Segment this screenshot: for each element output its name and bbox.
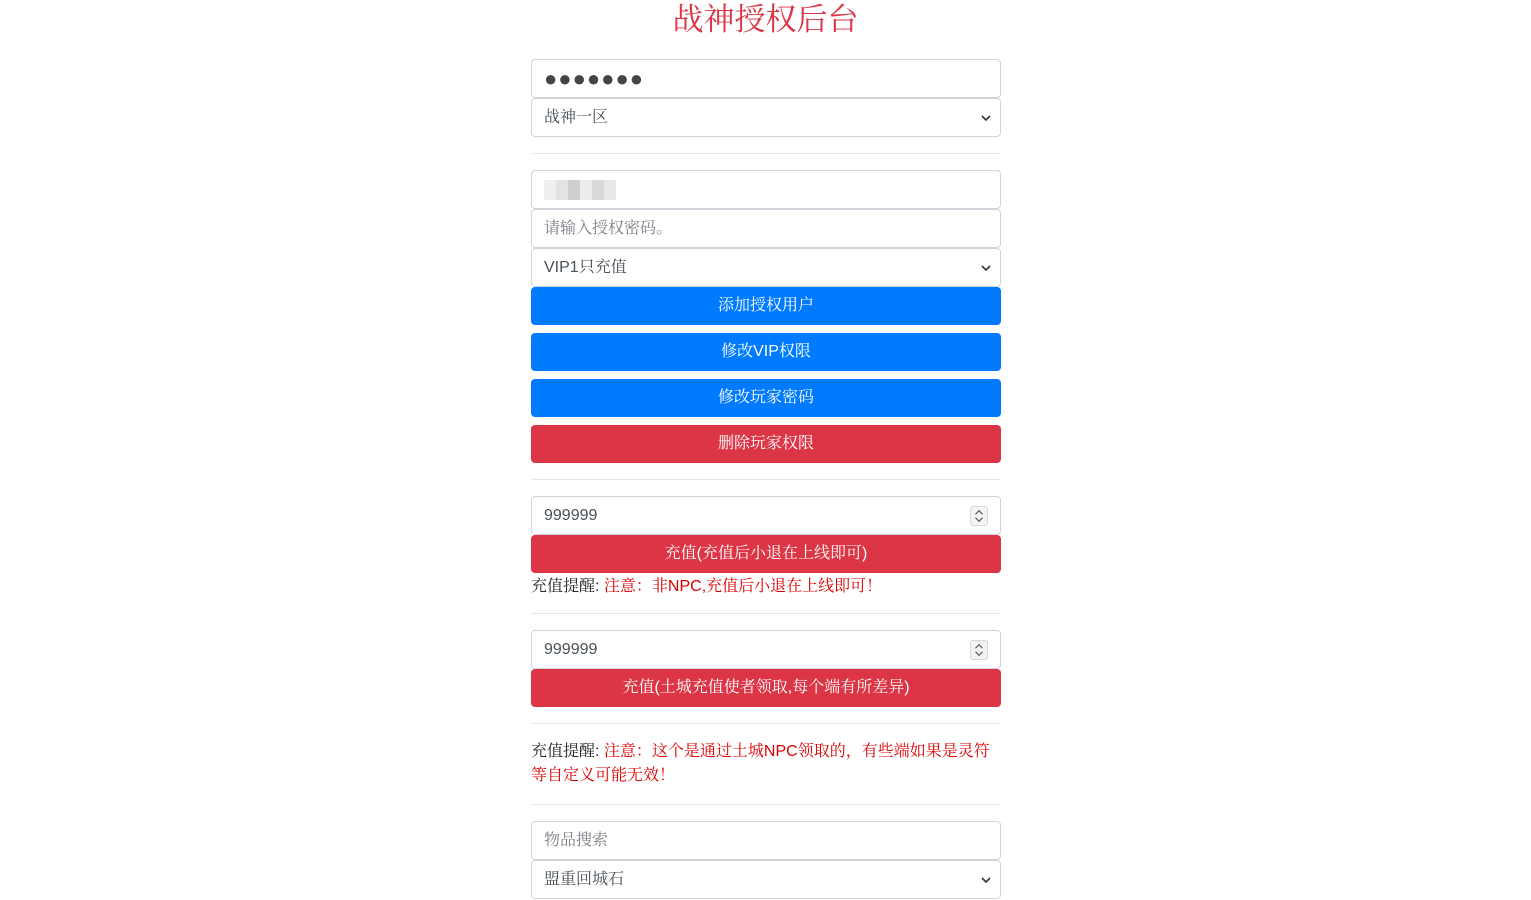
chevron-down-icon — [980, 262, 992, 274]
recharge-amount-input[interactable] — [531, 496, 1001, 535]
spinner-arrows-icon[interactable] — [970, 640, 988, 660]
item-select[interactable] — [531, 860, 1001, 899]
notice-text: 注意：这个是通过土城NPC领取的，有些端如果是灵符等自定义可能无效！ — [531, 743, 990, 784]
server-select-value: 战神一区 — [544, 109, 609, 126]
masked-account-value — [544, 180, 616, 200]
recharge-button[interactable]: 充值(充值后小退在上线即可) — [531, 535, 1001, 573]
npc-recharge-amount-value: 999999 — [544, 641, 598, 658]
admin-form — [531, 59, 1001, 899]
admin-password-value: ●●●●●●● — [544, 66, 645, 91]
npc-recharge-amount-input[interactable] — [531, 630, 1001, 669]
player-account-input[interactable] — [531, 170, 1001, 209]
item-select-value: 盟重回城石 — [544, 871, 625, 888]
admin-password-input[interactable] — [531, 59, 1001, 98]
vip-select-value: VIP1只充值 — [544, 259, 627, 276]
vip-select[interactable] — [531, 248, 1001, 287]
recharge-amount-value: 999999 — [544, 507, 598, 524]
spinner-arrows-icon[interactable] — [970, 506, 988, 526]
server-select[interactable] — [531, 98, 1001, 137]
item-search-input[interactable] — [531, 821, 1001, 860]
notice-text: 注意：非NPC,充值后小退在上线即可！ — [603, 578, 883, 595]
auth-password-input[interactable] — [531, 209, 1001, 248]
chevron-down-icon — [980, 874, 992, 886]
auth-password-placeholder: 请输入授权密码。 — [544, 220, 673, 237]
page-title: 战神授权后台 — [672, 2, 859, 37]
chevron-down-icon — [980, 112, 992, 124]
modify-player-password-button[interactable]: 修改玩家密码 — [531, 379, 1001, 417]
notice-label: 充值提醒: — [531, 743, 600, 760]
npc-recharge-button[interactable]: 充值(土城充值使者领取,每个端有所差异) — [531, 669, 1001, 707]
npc-recharge-notice — [531, 740, 1001, 788]
delete-player-auth-button[interactable]: 删除玩家权限 — [531, 425, 1001, 463]
add-auth-user-button[interactable]: 添加授权用户 — [531, 287, 1001, 325]
notice-label: 充值提醒: — [531, 578, 600, 595]
modify-vip-button[interactable]: 修改VIP权限 — [531, 333, 1001, 371]
recharge-notice — [531, 575, 1001, 599]
item-search-placeholder: 物品搜索 — [544, 832, 609, 849]
